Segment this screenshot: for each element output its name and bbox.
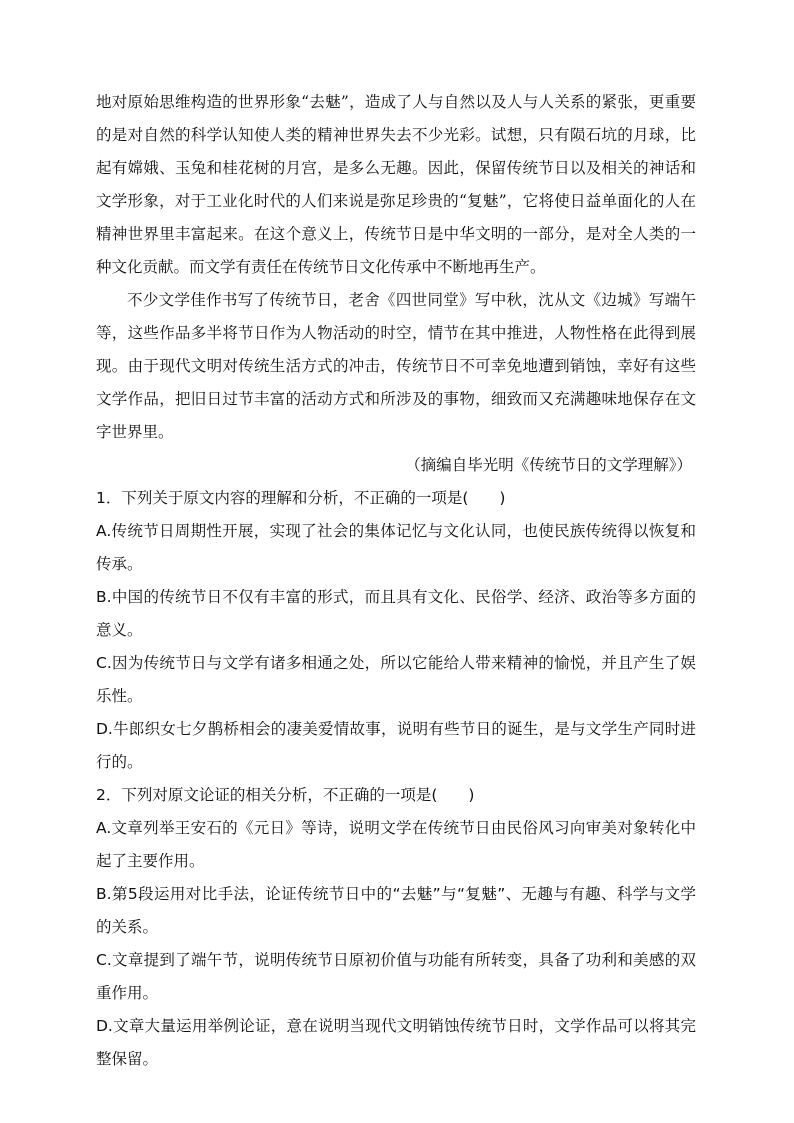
question-1 bbox=[96, 482, 696, 779]
question-2 bbox=[96, 779, 696, 1076]
passage-paragraph: 不少文学佳作书写了传统节日，老舍《四世同堂》写中秋，沈从文《边城》写端午等，这些作品多半将节日作为人物活动的时空，情节在其中推进，人物性格在此得到展现。由于现代文明对传统生活方式的冲击，传统节日不可幸免地遭到销蚀，幸好有这些文学作品，把旧日过节丰富的活动方式和所涉及的事物，细致而又充满趣味地保存在文字世界里。 bbox=[96, 291, 696, 441]
document-page bbox=[96, 86, 696, 1076]
question-stem: 2．下列对原文论证的相关分析，不正确的一项是( ) bbox=[96, 786, 475, 804]
question-option-a: A.传统节日周期性开展，实现了社会的集体记忆与文化认同，也使民族传统得以恢复和传承。 bbox=[96, 522, 696, 573]
question-option-d: D.牛郎织女七夕鹊桥相会的凄美爱情故事，说明有些节日的诞生，是与文学生产同时进行的。 bbox=[96, 720, 696, 771]
question-option-b: B.中国的传统节日不仅有丰富的形式，而且具有文化、民俗学、经济、政治等多方面的意义。 bbox=[96, 588, 696, 639]
passage-paragraph: 地对原始思维构造的世界形象“去魅”，造成了人与自然以及人与人关系的紧张，更重要的是对自然的科学认知使人类的精神世界失去不少光彩。试想，只有陨石坑的月球，比起有嫦娥、玉兔和桂花树的月宫，是多么无趣。因此，保留传统节日以及相关的神话和文学形象，对于工业化时代的人们来说是弥足珍贵的“复魅”，它将使日益单面化的人在精神世界里丰富起来。在这个意义上，传统节日是中华文明的一部分，是对全人类的一种文化贡献。而文学有责任在传统节日文化传承中不断地再生产。 bbox=[96, 93, 696, 276]
question-option-c: C.因为传统节日与文学有诸多相通之处，所以它能给人带来精神的愉悦，并且产生了娱乐性。 bbox=[96, 654, 696, 705]
question-option-c: C.文章提到了端午节，说明传统节日原初价值与功能有所转变，具备了功利和美感的双重作用。 bbox=[96, 951, 696, 1002]
question-option-a: A.文章列举王安石的《元日》等诗，说明文学在传统节日由民俗风习向审美对象转化中起了主要作用。 bbox=[96, 819, 696, 870]
question-option-d: D.文章大量运用举例论证，意在说明当现代文明销蚀传统节日时，文学作品可以将其完整保留。 bbox=[96, 1017, 696, 1068]
question-stem: 1．下列关于原文内容的理解和分析，不正确的一项是( ) bbox=[96, 489, 506, 507]
passage-source: （摘编自毕光明《传统节日的文学理解》） bbox=[405, 456, 692, 474]
question-option-b: B.第5段运用对比手法，论证传统节日中的“去魅”与“复魅”、无趣与有趣、科学与文学的关系。 bbox=[96, 885, 696, 936]
